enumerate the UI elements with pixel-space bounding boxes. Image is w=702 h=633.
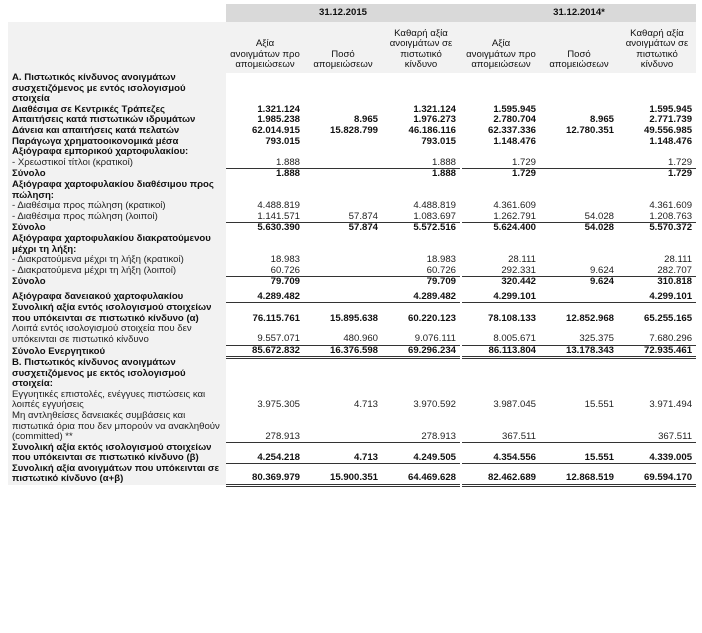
table-row xyxy=(8,443,696,464)
row-value: 49.556.985 xyxy=(644,125,693,136)
row-label: Μη αντληθείσες δανειακές συμβάσεις και πιστωτικά όρια που δεν μπορούν να ανακληθούν (committed) ** xyxy=(8,411,226,443)
row-value xyxy=(618,234,696,255)
period-2015: 31.12.2015 xyxy=(226,4,460,22)
row-value: 367.511 xyxy=(618,411,696,443)
row-value: 1.208.763 xyxy=(618,212,696,223)
row-value: 3.987.045 xyxy=(493,399,536,411)
row-value: 85.672.832 xyxy=(226,345,304,358)
row-value xyxy=(462,358,540,390)
row-value: 2.771.739 xyxy=(649,115,693,126)
row-value: 278.913 xyxy=(226,411,304,443)
row-value: 28.111 xyxy=(664,255,693,266)
row-value: 12.780.351 xyxy=(565,125,614,136)
row-value xyxy=(382,180,460,201)
row-value: 1.141.571 xyxy=(226,212,304,223)
col-net-2014: Καθαρή αξία ανοιγμάτων σε πιστωτικό κίνδυνο xyxy=(618,22,696,73)
row-value: 5.630.390 xyxy=(257,222,300,234)
row-label: Παράγωγα χρηματοοικονομικά μέσα xyxy=(8,137,226,148)
row-value xyxy=(304,147,382,158)
table-row xyxy=(8,223,696,234)
row-value: 367.511 xyxy=(462,411,540,443)
row-value xyxy=(540,105,618,116)
row-value: 4.254.218 xyxy=(226,443,304,464)
row-label: - Χρεωστικοί τίτλοι (κρατικοί) xyxy=(8,158,226,169)
row-value: 4.713 xyxy=(304,443,382,464)
row-value: 1.888 xyxy=(431,168,456,180)
row-value: 18.983 xyxy=(270,255,300,266)
row-value: 78.108.133 xyxy=(487,312,536,324)
row-value: 28.111 xyxy=(508,255,536,266)
row-value: 72.935.461 xyxy=(618,345,696,358)
row-value: 8.005.671 xyxy=(462,324,540,345)
row-value: 1.888 xyxy=(382,158,460,169)
row-value: 4.361.609 xyxy=(493,201,536,212)
row-value xyxy=(540,201,618,212)
row-value xyxy=(382,73,460,105)
row-value xyxy=(304,169,382,180)
row-label: Δάνεια και απαιτήσεις κατά πελατών xyxy=(8,126,226,137)
row-value: 3.975.305 xyxy=(257,399,300,411)
row-value: 62.014.915 xyxy=(251,125,300,136)
table-row xyxy=(8,292,696,303)
row-value: 5.624.400 xyxy=(493,222,536,234)
row-value xyxy=(382,358,460,390)
table-row xyxy=(8,345,696,358)
row-value xyxy=(540,147,618,158)
row-label: Απαιτήσεις κατά πιστωτικών ιδρυμάτων xyxy=(8,115,226,126)
row-value xyxy=(540,137,618,148)
row-value xyxy=(618,358,696,390)
row-value: 793.015 xyxy=(265,136,300,147)
row-value: 793.015 xyxy=(421,136,456,147)
row-value xyxy=(618,73,696,105)
row-value xyxy=(304,411,382,443)
row-value xyxy=(304,234,382,255)
row-value: 54.028 xyxy=(540,212,618,223)
row-value: 1.976.273 xyxy=(413,115,456,126)
period-2014: 31.12.2014* xyxy=(462,4,696,22)
table-row xyxy=(8,303,696,324)
row-value: 3.971.494 xyxy=(649,399,693,411)
row-value: 13.178.343 xyxy=(540,345,618,358)
row-value: 1.729 xyxy=(618,158,696,169)
row-value xyxy=(304,292,382,303)
row-value xyxy=(226,180,304,201)
row-value xyxy=(540,411,618,443)
row-value: 4.289.482 xyxy=(382,292,460,303)
row-value: 1.729 xyxy=(511,168,536,180)
table-row xyxy=(8,358,696,390)
row-value: 4.249.505 xyxy=(382,443,460,464)
row-value: 80.369.979 xyxy=(226,464,304,485)
row-value: 15.551 xyxy=(584,399,614,411)
row-value: 82.462.689 xyxy=(462,464,540,485)
row-value xyxy=(540,234,618,255)
row-label: Αξιόγραφα χαρτοφυλακίου διαθέσιμου προς πώληση: xyxy=(8,180,226,201)
row-value xyxy=(540,292,618,303)
row-value: 79.709 xyxy=(426,276,456,288)
row-value: 69.296.234 xyxy=(382,345,460,358)
row-label: Συνολική αξία ανοιγμάτων που υπόκεινται σε πιστωτικό κίνδυνο (α+β) xyxy=(8,464,226,485)
row-value: 4.713 xyxy=(353,399,378,411)
row-value xyxy=(304,105,382,116)
row-value xyxy=(540,358,618,390)
row-label: B. Πιστωτικός κίνδυνος ανοιγμάτων συσχετιζόμενος με εκτός ισολογισμού στοιχεία: xyxy=(8,358,226,390)
row-value: 76.115.761 xyxy=(252,312,300,324)
row-value xyxy=(304,358,382,390)
table-row xyxy=(8,234,696,255)
row-value: 325.375 xyxy=(540,324,618,345)
row-label: Αξιόγραφα δανειακού χαρτοφυλακίου xyxy=(8,292,226,303)
row-value: 4.299.101 xyxy=(618,292,696,303)
row-value xyxy=(540,158,618,169)
row-value: 1.321.124 xyxy=(257,104,300,115)
row-label: Αξιόγραφα χαρτοφυλακίου διακρατούμενου μέχρι τη λήξη: xyxy=(8,234,226,255)
row-value: 320.442 xyxy=(501,276,536,288)
row-value xyxy=(304,201,382,212)
row-value: 1.888 xyxy=(275,168,300,180)
table-row xyxy=(8,266,696,277)
row-label: Διαθέσιμα σε Κεντρικές Τράπεζες xyxy=(8,105,226,116)
row-value xyxy=(540,255,618,266)
row-value: 1.148.476 xyxy=(493,136,536,147)
credit-risk-table xyxy=(8,4,696,487)
row-label: Αξιόγραφα εμπορικού χαρτοφυλακίου: xyxy=(8,147,226,158)
col-impairment-2014: Ποσό απομειώσεων xyxy=(540,22,618,73)
row-label: Σύνολο xyxy=(8,223,226,234)
row-value: 46.186.116 xyxy=(408,125,456,136)
row-value: 69.594.170 xyxy=(618,464,696,485)
row-label: Σύνολο xyxy=(8,277,226,288)
row-value: 64.469.628 xyxy=(382,464,460,485)
table-row xyxy=(8,411,696,443)
row-value xyxy=(382,147,460,158)
row-value xyxy=(304,137,382,148)
row-value xyxy=(540,180,618,201)
row-label: Σύνολο xyxy=(8,169,226,180)
row-value: 18.983 xyxy=(426,255,456,266)
row-value xyxy=(304,266,382,277)
table-row xyxy=(8,137,696,148)
row-value: 8.965 xyxy=(589,115,614,126)
row-value: 9.076.111 xyxy=(382,324,460,345)
row-value: 60.220.123 xyxy=(407,312,456,324)
row-value: 480.960 xyxy=(304,324,382,345)
row-value: 16.376.598 xyxy=(304,345,382,358)
row-value: 12.868.519 xyxy=(540,464,618,485)
row-value xyxy=(382,234,460,255)
row-value xyxy=(226,73,304,105)
row-value: 4.488.819 xyxy=(413,201,456,212)
row-value xyxy=(304,158,382,169)
row-value xyxy=(304,255,382,266)
row-value xyxy=(304,73,382,105)
row-value: 57.874 xyxy=(348,222,378,234)
row-value: 2.780.704 xyxy=(493,115,536,126)
row-value: 65.255.165 xyxy=(644,312,693,324)
table-row xyxy=(8,255,696,266)
table-row xyxy=(8,180,696,201)
row-value: 278.913 xyxy=(382,411,460,443)
row-value: 1.595.945 xyxy=(649,104,693,115)
row-value: 4.361.609 xyxy=(649,201,693,212)
row-label: A. Πιστωτικός κίνδυνος ανοιγμάτων συσχετιζόμενος με εντός ισολογισμού στοιχεία xyxy=(8,73,226,105)
row-label: Συνολική αξία εντός ισολογισμού στοιχείων που υπόκεινται σε πιστωτικό κίνδυνο (α) xyxy=(8,303,226,324)
col-net-2015: Καθαρή αξία ανοιγμάτων σε πιστωτικό κίνδυνο xyxy=(382,22,460,73)
row-label: Σύνολο Ενεργητικού xyxy=(8,345,226,358)
row-label: Συνολική αξία εκτός ισολογισμού στοιχείων που υπόκεινται σε πιστωτικό κίνδυνο (β) xyxy=(8,443,226,464)
col-gross-2014: Αξία ανοιγμάτων προ απομειώσεων xyxy=(462,22,540,73)
row-value: 9.557.071 xyxy=(226,324,304,345)
row-value: 1.729 xyxy=(462,158,540,169)
row-value xyxy=(462,180,540,201)
row-value: 1.083.697 xyxy=(382,212,460,223)
row-value: 7.680.296 xyxy=(618,324,696,345)
row-value: 4.354.556 xyxy=(462,443,540,464)
table-row xyxy=(8,390,696,411)
table-row xyxy=(8,73,696,105)
row-value: 15.551 xyxy=(540,443,618,464)
row-value xyxy=(226,147,304,158)
row-value: 15.828.799 xyxy=(329,125,378,136)
row-value: 79.709 xyxy=(270,276,300,288)
row-value: 3.970.592 xyxy=(413,399,456,411)
row-value: 15.900.351 xyxy=(304,464,382,485)
table-row xyxy=(8,277,696,288)
row-value: 54.028 xyxy=(584,222,614,234)
row-value: 62.337.336 xyxy=(487,125,536,136)
row-value: 9.624 xyxy=(589,276,614,288)
row-value: 57.874 xyxy=(304,212,382,223)
row-value: 60.726 xyxy=(382,266,460,277)
row-value xyxy=(462,73,540,105)
table-row xyxy=(8,324,696,345)
row-value xyxy=(618,180,696,201)
row-value: 5.572.516 xyxy=(413,222,456,234)
row-value xyxy=(540,73,618,105)
row-label: - Διακρατούμενα μέχρι τη λήξη (λοιποί) xyxy=(8,266,226,277)
row-value xyxy=(304,180,382,201)
row-value: 1.595.945 xyxy=(493,104,536,115)
row-value xyxy=(462,234,540,255)
row-label: - Διακρατούμενα μέχρι τη λήξη (κρατικοί) xyxy=(8,255,226,266)
table-row xyxy=(8,126,696,137)
row-value: 12.852.968 xyxy=(565,312,614,324)
table-row xyxy=(8,115,696,126)
row-value: 1.888 xyxy=(226,158,304,169)
row-label: - Διαθέσιμα προς πώληση (λοιποί) xyxy=(8,212,226,223)
row-value: 1.262.791 xyxy=(462,212,540,223)
row-value: 5.570.372 xyxy=(649,222,693,234)
row-value: 60.726 xyxy=(226,266,304,277)
table-row xyxy=(8,212,696,223)
col-gross-2015: Αξία ανοιγμάτων προ απομειώσεων xyxy=(226,22,304,73)
row-value: 4.339.005 xyxy=(618,443,696,464)
table-row xyxy=(8,147,696,158)
table-row xyxy=(8,169,696,180)
row-value: 282.707 xyxy=(618,266,696,277)
row-value: 8.965 xyxy=(353,115,378,126)
row-value: 1.985.238 xyxy=(257,115,300,126)
row-value xyxy=(304,277,382,288)
row-value: 310.818 xyxy=(657,276,693,288)
row-value xyxy=(462,147,540,158)
row-value: 86.113.804 xyxy=(462,345,540,358)
row-value: 4.289.482 xyxy=(226,292,304,303)
row-value: 4.488.819 xyxy=(257,201,300,212)
table-row xyxy=(8,105,696,116)
row-value: 15.895.638 xyxy=(329,312,378,324)
row-label: Λοιπά εντός ισολογισμού στοιχεία που δεν υπόκεινται σε πιστωτικό κίνδυνο xyxy=(8,324,226,345)
col-impairment-2015: Ποσό απομειώσεων xyxy=(304,22,382,73)
table-row xyxy=(8,464,696,485)
row-label: Εγγυητικές επιστολές, ενέγγυες πιστώσεις και λοιπές εγγυήσεις xyxy=(8,390,226,411)
row-value: 9.624 xyxy=(540,266,618,277)
table-row xyxy=(8,158,696,169)
row-value: 292.331 xyxy=(462,266,540,277)
table-row xyxy=(8,201,696,212)
row-value xyxy=(226,358,304,390)
row-value: 4.299.101 xyxy=(462,292,540,303)
row-label: - Διαθέσιμα προς πώληση (κρατικοί) xyxy=(8,201,226,212)
row-value xyxy=(540,169,618,180)
row-value xyxy=(618,147,696,158)
row-value: 1.148.476 xyxy=(649,136,693,147)
row-value: 1.729 xyxy=(668,168,693,180)
row-value: 1.321.124 xyxy=(413,104,456,115)
row-value xyxy=(226,234,304,255)
